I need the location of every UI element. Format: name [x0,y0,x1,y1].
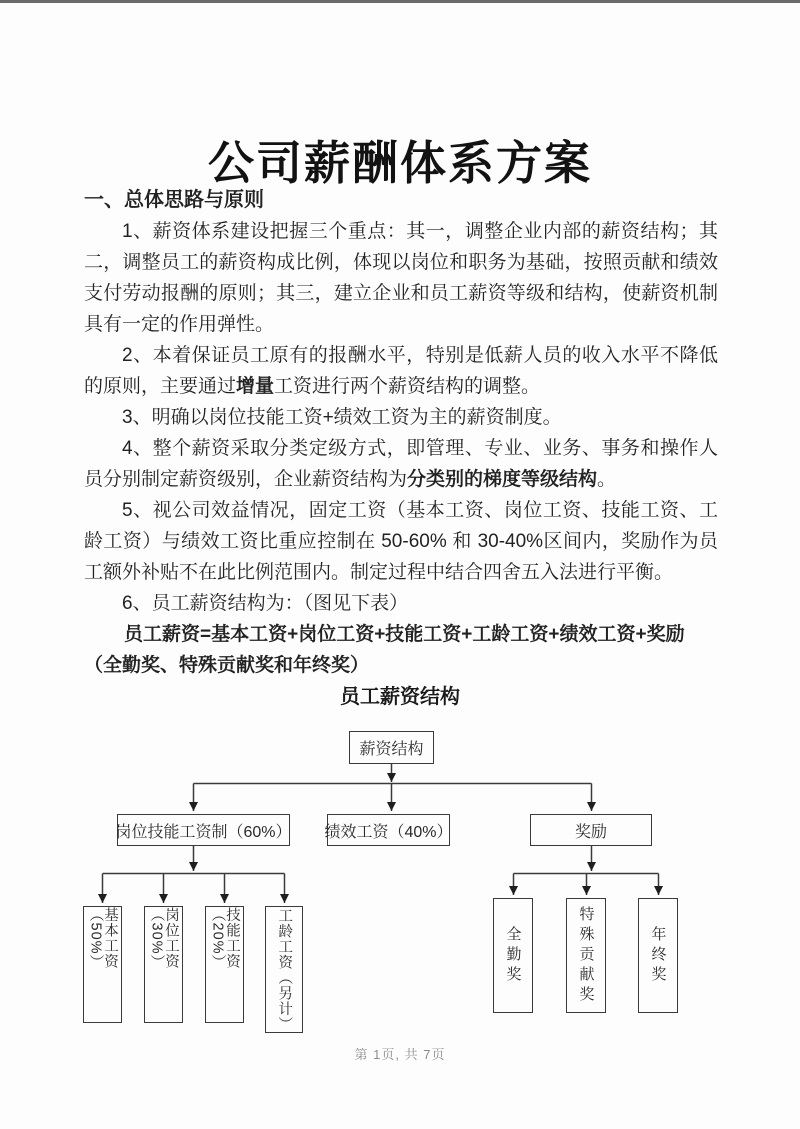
salary-structure-diagram [0,720,800,1050]
scan-edge-bar [0,0,800,3]
diagram-box-reward: 奖励 [530,814,652,846]
paragraph-3: 3、明确以岗位技能工资+绩效工资为主的薪资制度。 [122,407,562,428]
diagram-box-performance-wage: 绩效工资（40%） [327,814,450,846]
paragraph-2: 2、本着保证员工原有的报酬水平，特别是低薪人员的收入水平不降低的原则，主要通过增量工资进行两个薪资结构的调整。 [84,345,718,397]
diagram-title: 员工薪资结构 [340,686,460,708]
diagram-box-post-wage: 岗位工资（30%） [144,906,183,1023]
page-number: 第 1页, 共 7页 [354,1047,446,1062]
paragraph-1: 1、薪资体系建设把握三个重点：其一，调整企业内部的薪资结构；其二，调整员工的薪资构成比例，体现以岗位和职务为基础，按照贡献和绩效支付劳动报酬的原则；其三，建立企业和员工薪资等级和结构，使薪资机制具有一定的作用弹性。 [84,221,718,335]
diagram-box-seniority-wage: 工龄工资（另计） [265,906,303,1033]
salary-formula-line1: 员工薪资=基本工资+岗位工资+技能工资+工龄工资+绩效工资+奖励 [124,624,685,645]
section-heading: 一、总体思路与原则 [84,189,264,211]
paragraph-6: 6、员工薪资结构为：（图见下表） [122,593,409,614]
diagram-box-position-skill-wage: 岗位技能工资制（60%） [117,814,290,846]
salary-formula [84,619,718,681]
paragraph-4: 4、整个薪资采取分类定级方式，即管理、专业、业务、事务和操作人员分别制定薪资级别，企业薪资结构为分类别的梯度等级结构。 [84,438,718,490]
diagram-box-base-wage: 基本工资（50%） [83,906,122,1023]
diagram-box-attendance-bonus: 全勤奖 [493,898,533,1013]
diagram-box-special-contribution-bonus: 特殊贡献奖 [566,898,606,1013]
diagram-box-salary-structure: 薪资结构 [349,731,434,764]
document-title: 公司薪酬体系方案 [208,136,592,189]
diagram-box-year-end-bonus: 年终奖 [638,898,678,1013]
salary-formula-line2: （全勤奖、特殊贡献奖和年终奖） [84,655,370,676]
paragraph-5: 5、视公司效益情况，固定工资（基本工资、岗位工资、技能工资、工龄工资）与绩效工资比重应控制在 50-60% 和 30-40%区间内，奖励作为员工额外补贴不在此比例范围内。制定过程中结合四舍五入法进行平衡。 [84,500,718,583]
section-body [84,185,718,681]
diagram-box-skill-wage: 技能工资（20%） [205,906,244,1023]
